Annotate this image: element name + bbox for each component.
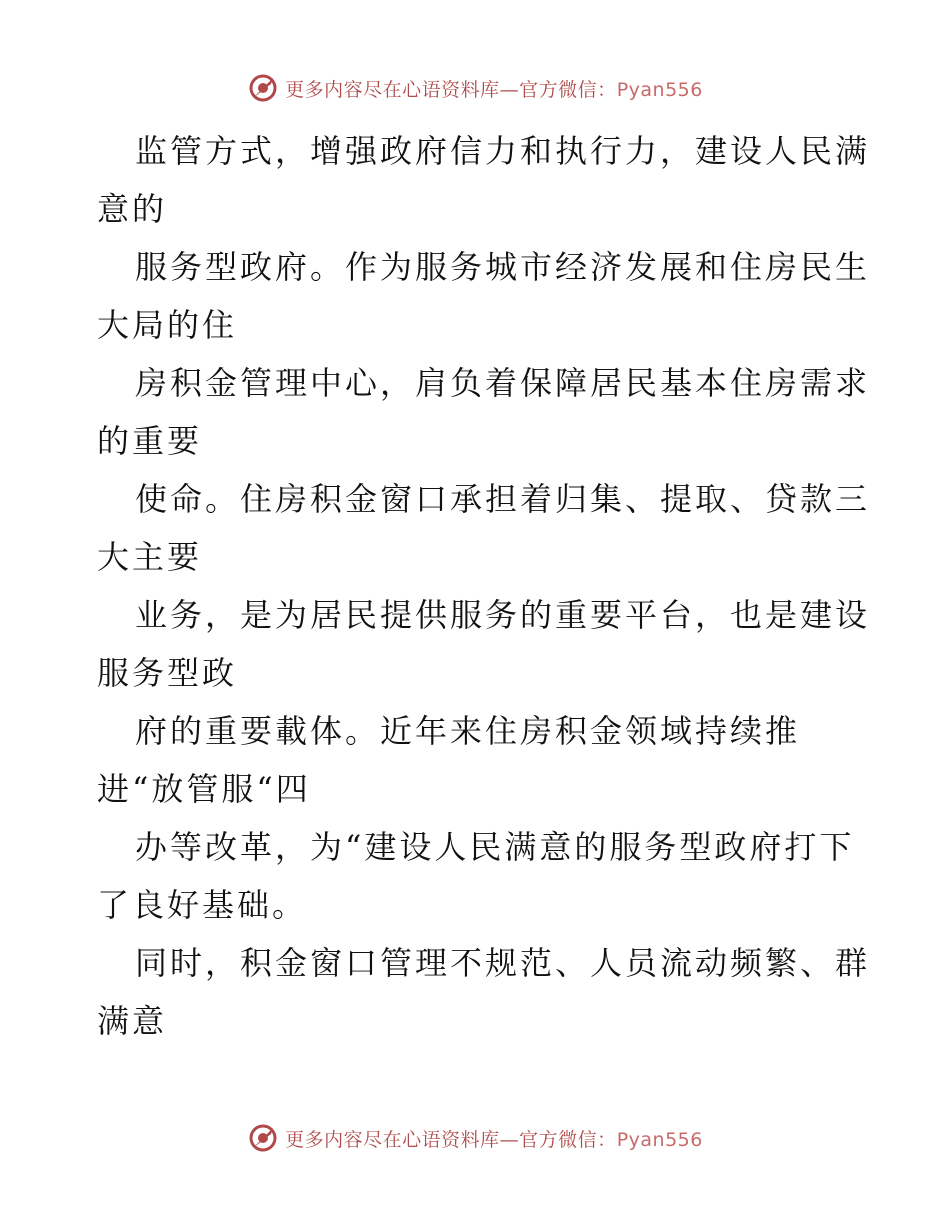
watermark-wechat-id: Pyan556 <box>616 78 703 101</box>
watermark-site: 更多内容尽在心语资料库 <box>285 78 500 101</box>
body-line: 同时，积金窗口管理不规范、人员流动频繁、群 <box>135 944 871 982</box>
body-line: 大主要 <box>97 538 203 576</box>
document-body <box>97 122 871 1050</box>
body-line: 了良好基础。 <box>97 886 308 924</box>
watermark-wechat-id: Pyan556 <box>616 1128 703 1151</box>
body-line: 的重要 <box>97 422 203 460</box>
body-line: 业务，是为居民提供服务的重要平台，也是建设 <box>135 596 871 634</box>
body-line: 大局的住 <box>97 306 238 344</box>
watermark-separator: — <box>499 1128 520 1151</box>
body-line: 府的重要載体。近年来住房积金领域持续推 <box>135 712 801 750</box>
watermark-brand <box>247 1122 703 1154</box>
body-line: 使命。住房积金窗口承担着归集、提取、贷款三 <box>135 480 871 518</box>
body-line: 进“放管服“四 <box>97 770 311 808</box>
body-line: 服务型政 <box>97 654 238 692</box>
watermark-site: 更多内容尽在心语资料库 <box>285 1128 500 1151</box>
body-line: 服务型政府。作为服务城市经济发展和住房民生 <box>135 248 871 286</box>
watermark-brand <box>247 72 703 104</box>
watermark-wechat-label: 官方微信： <box>519 1128 617 1151</box>
watermark-text <box>285 1125 703 1152</box>
body-line: 监管方式，增强政府信力和执行力，建设人民满 <box>135 132 871 170</box>
page-footer <box>0 1122 950 1154</box>
watermark-separator: — <box>499 78 520 101</box>
body-line: 意的 <box>97 190 168 228</box>
body-line: 房积金管理中心，肩负着保障居民基本住房需求 <box>135 364 871 402</box>
body-line: 办等改革，为“建设人民满意的服务型政府打下 <box>135 828 855 866</box>
body-line: 满意 <box>97 1002 168 1040</box>
watermark-wechat-label: 官方微信： <box>519 78 617 101</box>
pen-circle-logo-icon <box>247 1122 279 1154</box>
pen-circle-logo-icon <box>247 72 279 104</box>
page-header <box>0 72 950 104</box>
watermark-text <box>285 75 703 102</box>
